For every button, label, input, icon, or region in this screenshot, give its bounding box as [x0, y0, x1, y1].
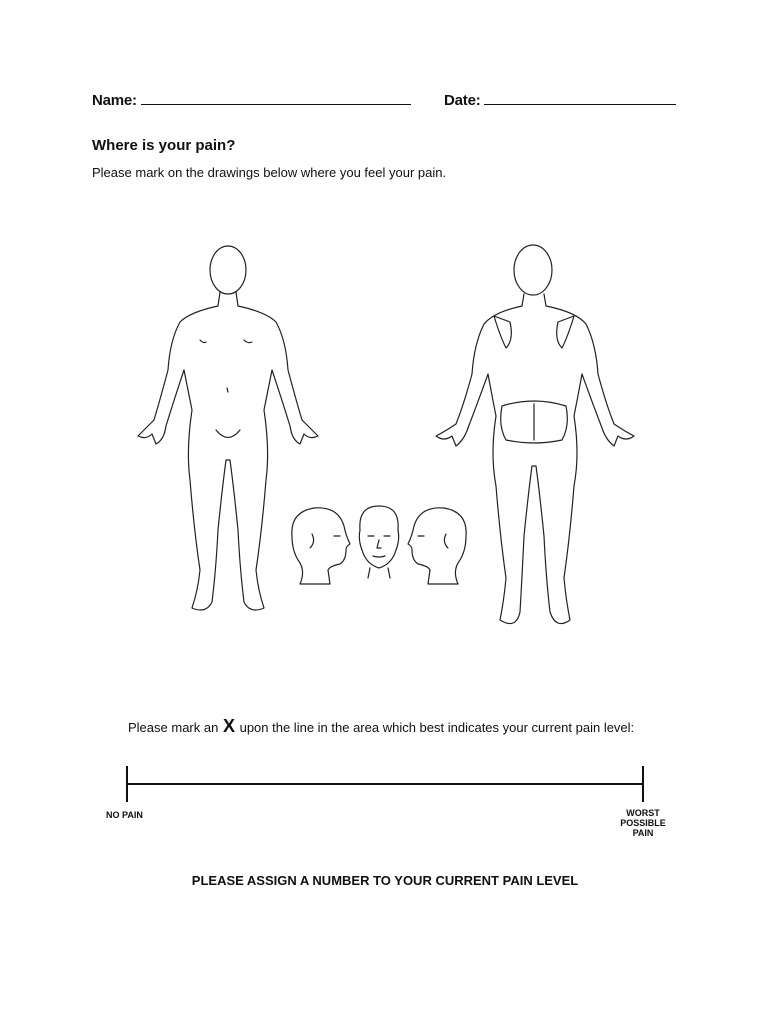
- name-input-line[interactable]: [141, 104, 411, 105]
- head-right-profile-icon[interactable]: [404, 500, 474, 588]
- scale-max-tick: [642, 766, 644, 802]
- scale-min-label: NO PAIN: [106, 810, 143, 820]
- head-left-profile-icon[interactable]: [284, 500, 354, 588]
- head-front-icon[interactable]: [352, 500, 406, 580]
- name-label: Name:: [92, 92, 137, 109]
- scale-max-label-line1: WORST: [626, 808, 660, 818]
- name-field-row: [92, 92, 411, 109]
- instruction-x-mark: X: [222, 716, 235, 736]
- scale-max-label-line3: PAIN: [632, 828, 654, 838]
- section-title: Where is your pain?: [92, 137, 236, 154]
- date-label: Date:: [444, 92, 481, 109]
- pain-scale-instruction: [128, 716, 634, 737]
- assign-number-instruction: PLEASE ASSIGN A NUMBER TO YOUR CURRENT PAIN LEVEL: [191, 873, 579, 888]
- pain-scale-line[interactable]: [126, 766, 644, 802]
- date-input-line[interactable]: [484, 104, 676, 105]
- scale-bar[interactable]: [126, 783, 644, 785]
- date-field-row: [444, 92, 676, 109]
- scale-max-label-line2: POSSIBLE: [620, 818, 666, 828]
- instruction-before: Please mark an: [128, 720, 219, 735]
- instruction-after: upon the line in the area which best indicates your current pain level:: [239, 720, 635, 735]
- scale-max-label: [610, 808, 676, 838]
- section-instruction: Please mark on the drawings below where you feel your pain.: [92, 165, 447, 180]
